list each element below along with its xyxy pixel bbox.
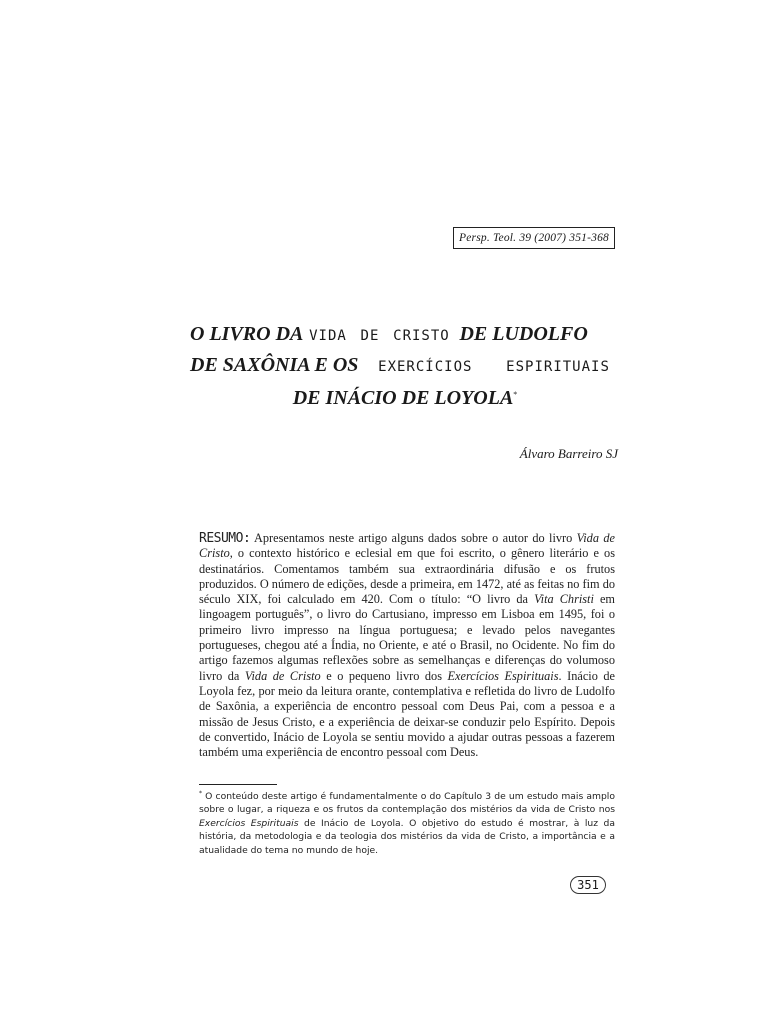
footnote-marker: * [513,390,518,399]
abstract-text: , o contexto histórico e eclesial em que foi escrito, o gênero literário e os destinatários. Comentamos também sua extraordinária difusão e os frutos produzidos. O número de edições, desde a primeira, em 1472, até as feitas no fim do século XIX, foi calculado em 420. Com o título: “O livro da [199,546,615,607]
footnote-text: de Inácio de Loyola. O objetivo do estudo é mostrar, à luz da história, da metodologia e da teologia dos mistérios da vida de Cristo, a importância e a atualidade do tema no mundo de hoje. [199,817,615,856]
page-number: 351 [570,876,606,894]
footnote-mark: * [199,790,202,797]
abstract-emphasis: Vida de Cristo [244,668,321,683]
journal-citation: Persp. Teol. 39 (2007) 351-368 [453,227,615,249]
title-part: DE [360,328,380,344]
title-part: VIDA [309,328,347,344]
title-line-1 [190,320,620,348]
abstract-text: . Inácio de Loyola fez, por meio da leitura orante, contemplativa e refletida do livro de Ludolfo de Saxônia, a experiência de encontro pessoal com Deus Pai, com a pessoa e a missão de Jesus Cristo, e a experiência de deixar-se conduzir pelo Espírito. Depois de convertido, Inácio de Loyola se sentiu movido a ajudar outras pessoas a fazerem também uma experiência de encontro pessoal com Deus. [199,668,615,760]
abstract-label: RESUMO: [199,531,251,546]
abstract [199,531,615,760]
footnote-text: O conteúdo deste artigo é fundamentalmente o do Capítulo 3 de um estudo mais amplo sobre o lugar, a riqueza e os frutos da contemplação dos mistérios da vida de Cristo nos [199,791,615,816]
footnote-divider [199,784,277,785]
title-part: EXERCÍCIOS [378,359,473,375]
footnote [199,787,615,857]
footnote-emphasis: Exercícios Espirituais [199,817,299,829]
abstract-text: e o pequeno livro dos [320,668,448,683]
title-part: DE SAXÔNIA E OS [190,354,359,376]
abstract-emphasis: Vita Christi [534,592,594,607]
title-part: O LIVRO DA [190,323,304,345]
abstract-text: em lingoagem português”, o livro do Cartusiano, impresso em Lisboa em 1495, foi o primeiro livro impresso na língua portuguesa; e levado pelos navegantes portugueses, chegou até a Índia, no Oriente, e até o Brasil, no Ocidente. No fim do artigo fazemos algumas reflexões sobre as semelhanças e diferenças do volumoso livro da [199,592,615,683]
title-part: ESPIRITUAIS [506,359,610,375]
abstract-text: Apresentamos neste artigo alguns dados sobre o autor do livro [250,531,577,545]
abstract-emphasis: Exercícios Espirituais [447,668,559,683]
title-line-2 [190,351,620,379]
author-name: Álvaro Barreiro SJ [519,446,618,461]
title-part: CRISTO [393,328,450,344]
abstract-emphasis: Vida de Cristo [199,531,615,561]
title-part: DE LUDOLFO [459,323,588,345]
title-part: DE INÁCIO DE LOYOLA [292,387,514,409]
title-line-3 [190,381,620,409]
